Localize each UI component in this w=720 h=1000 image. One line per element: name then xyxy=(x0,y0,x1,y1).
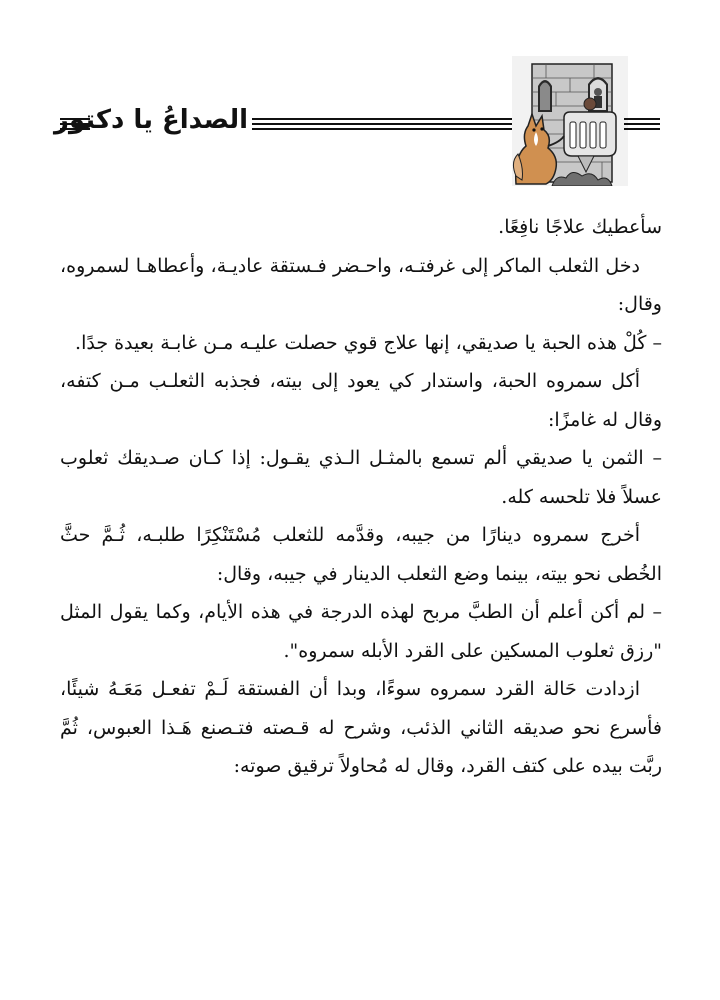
fox-at-tower-balcony-illustration xyxy=(512,56,628,186)
paragraph: دخل الثعلب الماكر إلى غرفتـه، واحـضر فـستقة عاديـة، وأعطاهـا لسمروه، وقال: xyxy=(60,254,662,315)
paragraph: ازدادت حَالة القرد سمروه سوءًا، وبدا أن الفستقة لَـمْ تفعـل مَعَـهُ شيئًا، فأسرع نحو صديقه الثاني الذئب، وشرح له قـصته فتـصنع هَـذا العبوس، ثُمَّ ربَّت بيده على كتف القرد، وقال له مُحاولاً ترقيق صوته: xyxy=(60,678,662,777)
decorative-rule-right xyxy=(624,118,660,130)
chapter-title: الصداعُ يا دكتور xyxy=(54,105,248,135)
paragraph: أكل سمروه الحبة، واستدار كي يعود إلى بيته، فجذبه الثعلـب مـن كتفه، وقال له غامزًا: xyxy=(60,370,662,431)
dialogue-paragraph: – كُلْ هذه الحبة يا صديقي، إنها علاج قوي حصلت عليـه مـن غابـة بعيدة جدًا. xyxy=(75,331,662,354)
decorative-rule-middle xyxy=(252,118,514,130)
paragraph: أخرج سمروه دينارًا من جيبه، وقدَّمه للثعلب مُسْتَنْكِرًا طلبـه، ثُـمَّ حثَّ الخُطى نحو بيته، بينما وضع الثعلب الدينار في جيبه، وقال: xyxy=(60,524,662,585)
dialogue-paragraph: – الثمن يا صديقي ألم تسمع بالمثـل الـذي يقـول: إذا كـان صـديقك ثعلوب عسلاً فلا تلحسه كله. xyxy=(60,447,662,508)
paragraph: سأعطيك علاجًا نافِعًا. xyxy=(498,216,662,238)
chapter-header xyxy=(0,50,720,190)
story-text xyxy=(60,208,662,786)
dialogue-paragraph: – لم أكن أعلم أن الطبَّ مربح لهذه الدرجة في هذه الأيام، وكما يقول المثل "رزق ثعلوب المسكين على القرد الأبله سمروه". xyxy=(60,601,662,662)
